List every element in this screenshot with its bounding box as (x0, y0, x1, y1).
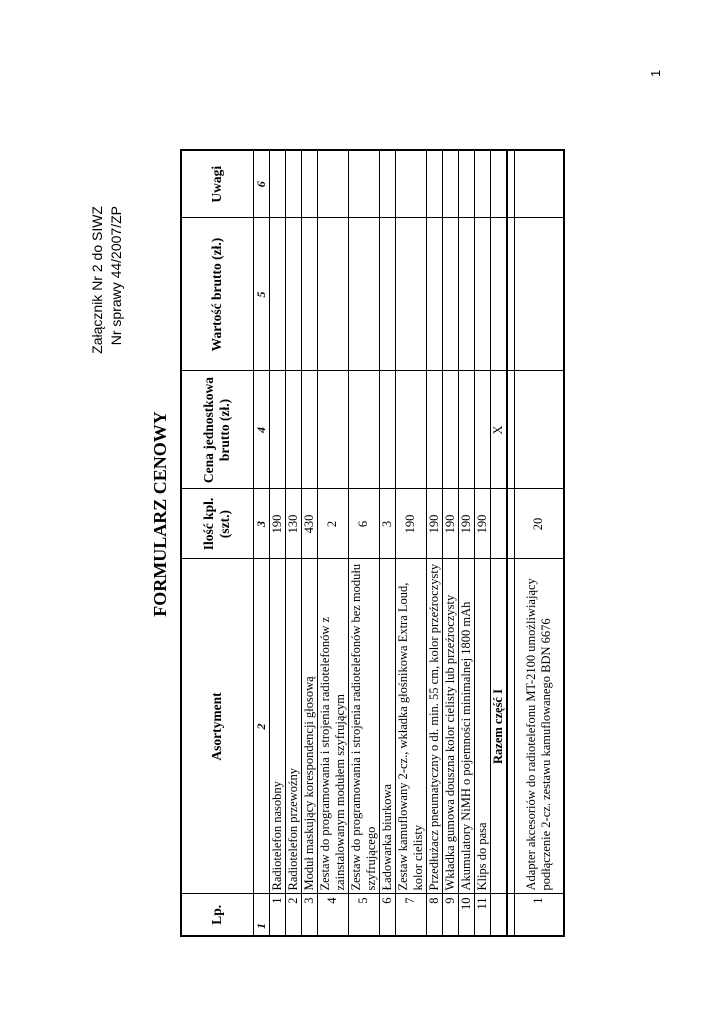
table-row (348, 150, 379, 936)
row-wartosc (301, 218, 317, 371)
row-lp: 5 (348, 894, 379, 936)
table-row (458, 150, 474, 936)
row-lp: 11 (474, 894, 490, 936)
row-asortyment: Moduł maskujący korespondencji głosową (301, 559, 317, 894)
case-number: Nr sprawy 44/2007/ZP (108, 206, 124, 346)
col-number: 4 (253, 371, 269, 489)
row-cena (285, 371, 301, 489)
row-uwagi (269, 150, 285, 218)
row-uwagi (301, 150, 317, 218)
row-lp: 4 (317, 894, 348, 936)
summary-label: Razem część I (490, 559, 507, 894)
row-ilosc: 3 (379, 489, 395, 559)
row-asortyment: Wkładka gumowa douszna kolor cielisty lub przeźroczysty (442, 559, 458, 894)
page-title: FORMULARZ CENOWY (150, 411, 170, 617)
row-asortyment: Radiotelefon nasobny (269, 559, 285, 894)
row-cena (426, 371, 442, 489)
row-cena (395, 371, 426, 489)
page-number: 1 (648, 69, 663, 77)
row-asortyment: Zestaw do programowania i strojenia radiotelefonów bez modułu szyfrującego (348, 559, 379, 894)
separator-cell (507, 894, 515, 936)
row-asortyment: Adapter akcesoriów do radiotelefonu MT-2100 umożliwiający podłączenie 2-cz. zestawu kamuflowanego BDN 6676 (514, 559, 564, 894)
price-table (180, 149, 565, 937)
row-lp: 8 (426, 894, 442, 936)
table-row (317, 150, 348, 936)
row-ilosc: 130 (285, 489, 301, 559)
row-asortyment: Radiotelefon przewoźny (285, 559, 301, 894)
summary-row (490, 150, 507, 936)
row-uwagi (379, 150, 395, 218)
row-uwagi (317, 150, 348, 218)
row-uwagi (474, 150, 490, 218)
row-lp: 9 (442, 894, 458, 936)
row-wartosc (474, 218, 490, 371)
table-row (514, 150, 564, 936)
part-separator (507, 150, 515, 936)
row-cena (379, 371, 395, 489)
row-asortyment: Ładowarka biurkowa (379, 559, 395, 894)
col-header-wartosc: Wartość brutto (zł.) (181, 218, 253, 371)
row-wartosc (317, 218, 348, 371)
col-number: 3 (253, 489, 269, 559)
row-asortyment: Klips do pasa (474, 559, 490, 894)
row-asortyment: Przedłużacz pneumatyczny o dł. min. 55 cm, kolor przeźroczysty (426, 559, 442, 894)
col-header-uwagi: Uwagi (181, 150, 253, 218)
row-cena (269, 371, 285, 489)
table-row (269, 150, 285, 936)
table-row (395, 150, 426, 936)
separator-cell (507, 150, 515, 218)
table-row (285, 150, 301, 936)
table-row (379, 150, 395, 936)
row-cena (348, 371, 379, 489)
separator-cell (507, 489, 515, 559)
attachment-label: Załącznik Nr 2 do SIWZ (89, 206, 105, 354)
row-ilosc: 20 (514, 489, 564, 559)
document-header (88, 206, 126, 354)
column-number-row (253, 150, 269, 936)
row-ilosc: 190 (442, 489, 458, 559)
row-ilosc: 190 (426, 489, 442, 559)
row-wartosc (514, 218, 564, 371)
row-ilosc: 6 (348, 489, 379, 559)
row-uwagi (458, 150, 474, 218)
table-row (474, 150, 490, 936)
row-uwagi (426, 150, 442, 218)
row-ilosc: 190 (474, 489, 490, 559)
row-wartosc (285, 218, 301, 371)
row-cena (442, 371, 458, 489)
row-asortyment: Zestaw kamuflowany 2-cz., wkładka głośnikowa Extra Loud, kolor cielisty (395, 559, 426, 894)
separator-cell (507, 371, 515, 489)
row-wartosc (269, 218, 285, 371)
col-header-lp: Lp. (181, 894, 253, 936)
row-ilosc: 430 (301, 489, 317, 559)
table-header-row (181, 150, 253, 936)
row-cena (474, 371, 490, 489)
col-number: 5 (253, 218, 269, 371)
row-asortyment: Akumulatory NiMH o pojemności minimalnej 1800 mAh (458, 559, 474, 894)
row-ilosc: 2 (317, 489, 348, 559)
row-ilosc: 190 (395, 489, 426, 559)
table-row (426, 150, 442, 936)
table-row (301, 150, 317, 936)
row-uwagi (348, 150, 379, 218)
summary-wartosc (490, 218, 507, 371)
row-wartosc (395, 218, 426, 371)
row-wartosc (426, 218, 442, 371)
row-lp: 2 (285, 894, 301, 936)
table-row (442, 150, 458, 936)
row-wartosc (442, 218, 458, 371)
summary-spacer (490, 894, 507, 936)
col-number: 6 (253, 150, 269, 218)
row-cena (301, 371, 317, 489)
row-cena (458, 371, 474, 489)
row-wartosc (458, 218, 474, 371)
row-lp: 1 (514, 894, 564, 936)
row-uwagi (285, 150, 301, 218)
col-number: 2 (253, 559, 269, 894)
row-lp: 3 (301, 894, 317, 936)
col-header-cena: Cena jednostkowa brutto (zł.) (181, 371, 253, 489)
row-cena (514, 371, 564, 489)
summary-cena-x: X (490, 371, 507, 489)
row-uwagi (514, 150, 564, 218)
row-asortyment: Zestaw do programowania i strojenia radiotelefonów z zainstalowanym modułem szyfrującym (317, 559, 348, 894)
row-lp: 6 (379, 894, 395, 936)
row-uwagi (442, 150, 458, 218)
separator-cell (507, 218, 515, 371)
row-cena (317, 371, 348, 489)
row-lp: 7 (395, 894, 426, 936)
separator-cell (507, 559, 515, 894)
row-lp: 1 (269, 894, 285, 936)
row-wartosc (348, 218, 379, 371)
col-header-asortyment: Asortyment (181, 559, 253, 894)
col-number: 1 (253, 894, 269, 936)
row-wartosc (379, 218, 395, 371)
col-header-ilosc: Ilość kpl. (szt.) (181, 489, 253, 559)
table-body (269, 150, 564, 936)
row-uwagi (395, 150, 426, 218)
row-ilosc: 190 (458, 489, 474, 559)
summary-ilosc (490, 489, 507, 559)
summary-uwagi (490, 150, 507, 218)
row-ilosc: 190 (269, 489, 285, 559)
row-lp: 10 (458, 894, 474, 936)
